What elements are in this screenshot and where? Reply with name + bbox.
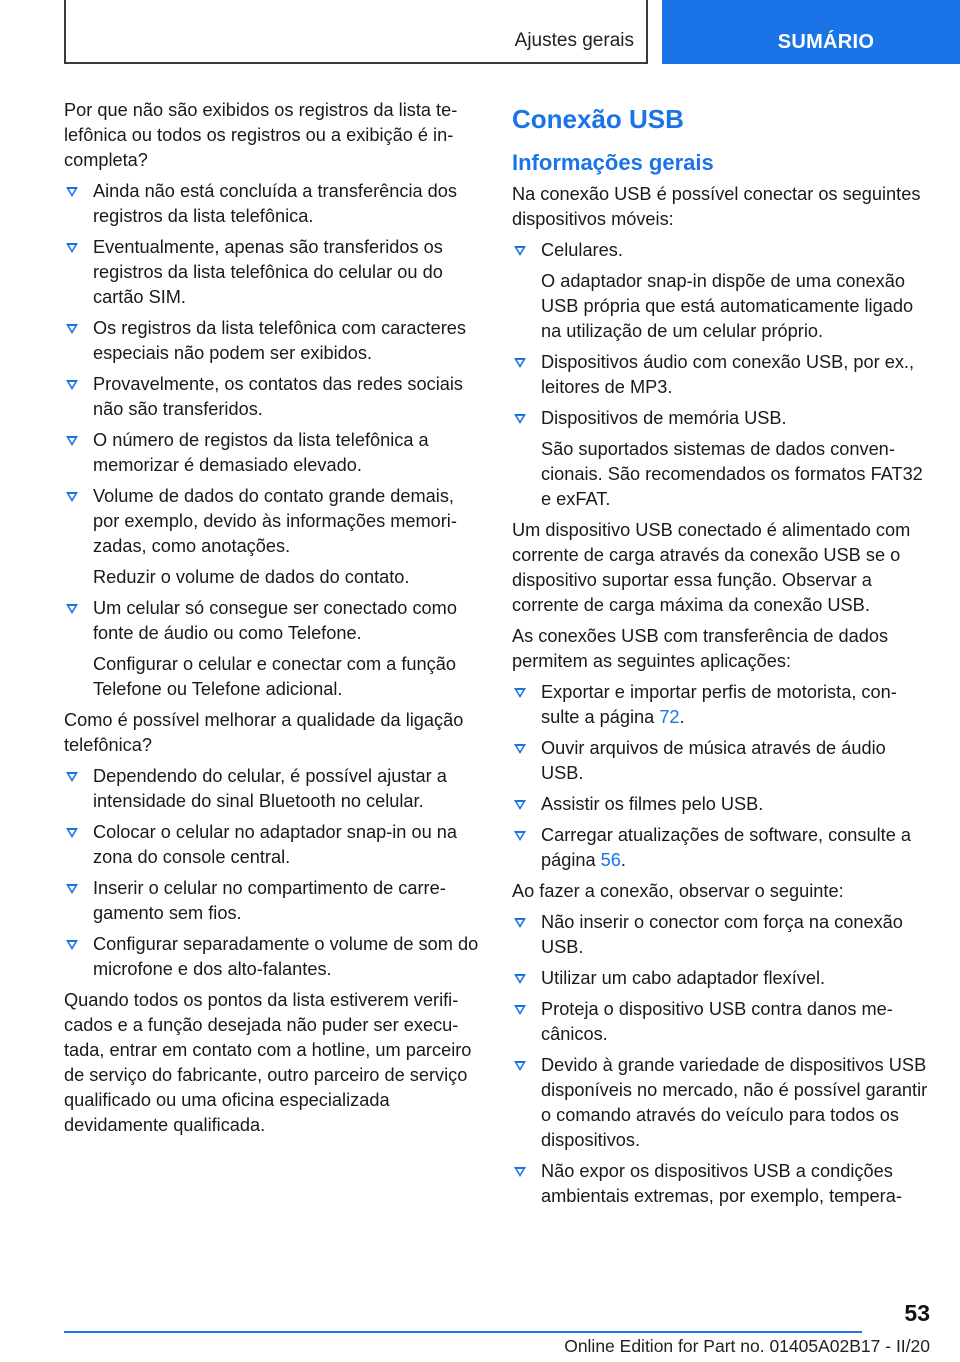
triangle-bullet-icon: [514, 918, 526, 928]
triangle-bullet-icon: [66, 324, 78, 334]
list-causes: [64, 179, 480, 702]
triangle-bullet-icon: [66, 187, 78, 197]
footer-divider: [64, 1331, 862, 1333]
right-column: [512, 104, 928, 1215]
page-link-72[interactable]: 72: [659, 707, 680, 727]
triangle-bullet-icon: [514, 1167, 526, 1177]
list-item-note: Reduzir o volume de dados do contato.: [93, 567, 410, 587]
list-devices: [512, 238, 928, 512]
triangle-bullet-icon: [514, 831, 526, 841]
list-item: Eventualmente, apenas são transferidos os registros da lista telefônica do celular ou do cartão SIM.: [64, 235, 480, 310]
triangle-bullet-icon: [514, 688, 526, 698]
list-item: Assistir os filmes pelo USB.: [512, 792, 928, 817]
triangle-bullet-icon: [514, 1005, 526, 1015]
list-item: Não inserir o conector com força na conexão USB.: [512, 910, 928, 960]
list-item: Um celular só consegue ser conectado como fonte de áudio ou como Telefone. Configurar o celular e conectar com a função Telefone ou Telefone adicional.: [64, 596, 480, 702]
subsection-heading: Informações gerais: [512, 150, 714, 175]
list-item: Os registros da lista telefônica com caracteres especiais não podem ser exibidos.: [64, 316, 480, 366]
list-item: Devido à grande variedade de dispositivos USB disponíveis no mercado, não é possível garantir o comando através do veículo para todos os dispositivos.: [512, 1053, 928, 1153]
list-item-note: Configurar o celular e conectar com a função Telefone ou Telefone adicional.: [93, 654, 456, 699]
list-item: Volume de dados do contato grande demais, por exemplo, devido às informações memorizadas, como anotações. Reduzir o volume de dados do contato.: [64, 484, 480, 590]
list-item: Carregar atualizações de software, consulte a página 56.: [512, 823, 928, 873]
list-item: Dispositivos áudio com conexão USB, por ex., leitores de MP3.: [512, 350, 928, 400]
triangle-bullet-icon: [514, 246, 526, 256]
summary-button[interactable]: SUMÁRIO: [662, 0, 960, 64]
list-item: Configurar separadamente o volume de som do microfone e dos alto-falantes.: [64, 932, 480, 982]
triangle-bullet-icon: [514, 800, 526, 810]
list-item: Colocar o celular no adaptador snap-in ou na zona do console central.: [64, 820, 480, 870]
triangle-bullet-icon: [66, 884, 78, 894]
list-item: O número de registos da lista telefônica a memorizar é demasiado elevado.: [64, 428, 480, 478]
list-item: Proteja o dispositivo USB contra danos mecânicos.: [512, 997, 928, 1047]
left-column: [64, 98, 480, 1144]
power-paragraph: Um dispositivo USB conectado é alimentado com corrente de carga através da conexão USB se o dispositivo suportar essa função. Observar a corrente de carga máxima da conexão USB.: [512, 520, 911, 615]
triangle-bullet-icon: [514, 358, 526, 368]
triangle-bullet-icon: [514, 744, 526, 754]
apps-intro: As conexões USB com transferência de dados permitem as seguintes aplicações:: [512, 626, 889, 671]
triangle-bullet-icon: [514, 1061, 526, 1071]
usb-intro: Na conexão USB é possível conectar os seguintes dispositivos móveis:: [512, 184, 921, 229]
triangle-bullet-icon: [66, 604, 78, 614]
triangle-bullet-icon: [66, 492, 78, 502]
list-item: Inserir o celular no compartimento de carregamento sem fios.: [64, 876, 480, 926]
list-quality-tips: [64, 764, 480, 982]
list-item-note: São suportados sistemas de dados convencionais. São recomendados os formatos FAT32 e exFAT.: [541, 439, 923, 509]
question-call-quality: Como é possível melhorar a qualidade da ligação telefônica?: [64, 710, 464, 755]
list-item: Não expor os dispositivos USB a condições ambientais extremas, por exemplo, tempera-: [512, 1159, 928, 1209]
list-item: Ouvir arquivos de música através de áudio USB.: [512, 736, 928, 786]
list-item: Exportar e importar perfis de motorista, consulte a página 72.: [512, 680, 928, 730]
triangle-bullet-icon: [66, 243, 78, 253]
question-incomplete-list: Por que não são exibidos os registros da lista telefônica ou todos os registros ou a exibição é incompleta?: [64, 100, 458, 170]
section-heading: Conexão USB: [512, 104, 684, 134]
triangle-bullet-icon: [66, 940, 78, 950]
list-item: Celulares. O adaptador snap-in dispõe de uma conexão USB própria que está automaticamente ligado na utilização de um celular próprio.: [512, 238, 928, 344]
triangle-bullet-icon: [66, 436, 78, 446]
closing-paragraph: Quando todos os pontos da lista estiverem verificados e a função desejada não puder ser executada, entrar em contato com a hotline, um parceiro de serviço do fabricante, outro parceiro de serviço qualificado ou uma oficina especializada devidamente qualificada.: [64, 990, 472, 1135]
triangle-bullet-icon: [514, 414, 526, 424]
list-item: Utilizar um cabo adaptador flexível.: [512, 966, 928, 991]
triangle-bullet-icon: [66, 380, 78, 390]
list-applications: [512, 680, 928, 873]
list-item: Ainda não está concluída a transferência dos registros da lista telefônica.: [64, 179, 480, 229]
header-frame: [64, 0, 648, 64]
triangle-bullet-icon: [66, 772, 78, 782]
list-item: Dependendo do celular, é possível ajustar a intensidade do sinal Bluetooth no celular.: [64, 764, 480, 814]
page-link-56[interactable]: 56: [600, 850, 621, 870]
list-item: Dispositivos de memória USB. São suportados sistemas de dados convencionais. São recomendados os formatos FAT32 e exFAT.: [512, 406, 928, 512]
triangle-bullet-icon: [66, 828, 78, 838]
list-item-note: O adaptador snap-in dispõe de uma conexão USB própria que está automaticamente ligado na utilização de um celular próprio.: [541, 271, 914, 341]
page-number: 53: [904, 1300, 930, 1326]
section-title: Ajustes gerais: [514, 30, 634, 51]
connect-intro: Ao fazer a conexão, observar o seguinte:: [512, 881, 844, 901]
footer-edition: Online Edition for Part no. 01405A02B17 - II/20: [564, 1336, 930, 1356]
list-connection-notes: [512, 910, 928, 1209]
triangle-bullet-icon: [514, 974, 526, 984]
list-item: Provavelmente, os contatos das redes sociais não são transferidos.: [64, 372, 480, 422]
